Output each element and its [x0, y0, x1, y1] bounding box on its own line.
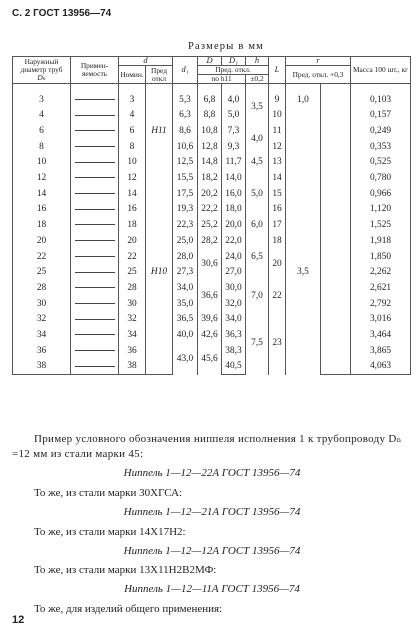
- col-d1: d₁: [173, 57, 198, 84]
- example-line-3: То же, из стали марки 14Х17Н2:: [34, 526, 186, 538]
- col-h: h: [246, 57, 269, 66]
- table-row: 20 20 25,0 28,2 22,0 6,5 18 1,918: [13, 233, 411, 249]
- table-row: 3 3 5,3 6,8 4,0 3,5 9 1,0 0,103: [13, 92, 411, 108]
- example-line-2: То же, из стали марки 30ХГСА:: [34, 487, 183, 499]
- col-by-h11: по h11: [198, 75, 246, 84]
- col-plus02: ±0,2: [246, 75, 269, 84]
- table-row: 16 16 19,3 22,2 18,0 16 1,120: [13, 202, 411, 218]
- example-intro: Пример условного обозначения ниппеля исполнения 1 к трубопроводу Dₙ =12 мм из стали марки 45:: [12, 433, 402, 460]
- col-application: Применяемость: [71, 57, 119, 84]
- col-D: D: [198, 57, 222, 66]
- tol-h10: H10: [146, 265, 173, 281]
- page-header: С. 2 ГОСТ 13956—74: [12, 8, 112, 19]
- table-caption: Размеры в мм: [188, 41, 265, 52]
- table-row: 8 8 10,6 12,8 9,3 12 0,353: [13, 139, 411, 155]
- example-line-4: То же, из стали марки 13Х11Н2В2МФ:: [34, 564, 217, 576]
- col-mass: Масса 100 шт., кг: [351, 57, 411, 84]
- table-row: 38 38 40,5 4,063: [13, 359, 411, 375]
- col-D1: D₁: [222, 57, 246, 66]
- example-designation-4: Ниппель 1—12—11А ГОСТ 13956—74: [124, 583, 300, 595]
- table-row: 10 10 12,5 14,8 11,7 4,5 13 0,525: [13, 155, 411, 171]
- col-tol: Пред откл: [146, 66, 173, 84]
- example-designation-3: Ниппель 1—12—12А ГОСТ 13956—74: [123, 545, 301, 557]
- col-L: L: [269, 57, 286, 84]
- table-row: 22 22 28,0 30,6 24,0 20 1,850: [13, 249, 411, 265]
- table-row: 36 36 43,0 45,6 38,3 3,865: [13, 343, 411, 359]
- col-outer-diam: Наружный диаметр труб Dₙ: [13, 57, 71, 84]
- table-row: 28 28 34,0 36,6 30,0 7,0 22 2,621: [13, 280, 411, 296]
- example-designation-2: Ниппель 1—12—21А ГОСТ 13956—74: [123, 506, 301, 518]
- col-nominal: Номин.: [119, 66, 146, 84]
- col-tol-dev: Пред. откл.: [198, 66, 269, 75]
- table-row: 14 14 17,5 20,2 16,0 15 0,966: [13, 186, 411, 202]
- col-r-tol: Пред. откл. +0,3: [286, 66, 351, 84]
- dimensions-table: [12, 56, 411, 375]
- page-number: 12: [12, 614, 25, 626]
- table-row: 30 30 35,0 32,0 2,792: [13, 296, 411, 312]
- table-row: 34 34 40,0 42,6 36,3 3,464: [13, 327, 411, 343]
- table-row: 25 25 H10 27,3 27,0 2,262: [13, 265, 411, 281]
- table-row: 4 4 6,3 8,8 5,0 10 0,157: [13, 108, 411, 124]
- example-line-5: То же, для изделий общего применения:: [34, 603, 223, 615]
- table-row: 18 18 22,3 25,2 20,0 6,0 17 1,525: [13, 218, 411, 234]
- table-row: 6 6 H11 8,6 10,8 7,3 4,0 11 0,249: [13, 123, 411, 139]
- table-row: 12 12 15,5 18,2 14,0 5,0 14 3,5 0,780: [13, 170, 411, 186]
- col-d: d: [119, 57, 173, 66]
- example-designation-1: Ниппель 1—12—22А ГОСТ 13956—74: [123, 467, 301, 479]
- tol-h11: H11: [146, 123, 173, 139]
- table-row: 32 32 36,5 39,6 34,0 7,5 23 3,016: [13, 312, 411, 328]
- col-r: r: [286, 57, 351, 66]
